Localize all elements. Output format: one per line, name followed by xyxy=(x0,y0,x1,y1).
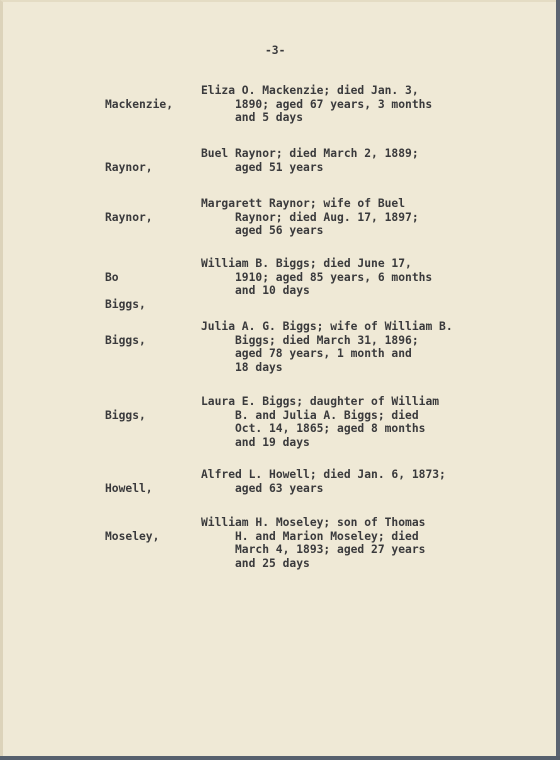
entry-description: William H. Moseley; son of Thomas H. and Marion Moseley; died March 4, 1893; aged 27 years and 25 days xyxy=(201,516,426,570)
entry-surname: Raynor, xyxy=(105,160,153,174)
scan-background-edge xyxy=(0,756,560,760)
entry-surname: Mackenzie, xyxy=(105,97,174,111)
page-number: -3- xyxy=(265,44,286,57)
entry-description: Julia A. G. Biggs; wife of William B. Biggs; died March 31, 1896; aged 78 years, 1 month and 18 days xyxy=(201,320,453,374)
entry-surname: Howell, xyxy=(105,481,153,495)
entry-description: Buel Raynor; died March 2, 1889; aged 51 years xyxy=(201,147,419,174)
entry-surname: Biggs, xyxy=(105,333,146,347)
entry-description: Alfred L. Howell; died Jan. 6, 1873; aged 63 years xyxy=(201,468,446,495)
entry-description: Margarett Raynor; wife of Buel Raynor; died Aug. 17, 1897; aged 56 years xyxy=(201,197,419,238)
entry-description: Eliza O. Mackenzie; died Jan. 3, 1890; aged 67 years, 3 months and 5 days xyxy=(201,84,433,125)
entry-description: Laura E. Biggs; daughter of William B. and Julia A. Biggs; died Oct. 14, 1865; aged 8 months and 19 days xyxy=(201,395,440,449)
scan-background-edge xyxy=(556,0,560,760)
entry-surname: Raynor, xyxy=(105,210,153,224)
entry-description: William B. Biggs; died June 17, 1910; aged 85 years, 6 months and 10 days xyxy=(201,257,433,298)
entry-surname: Bo Biggs, xyxy=(105,270,146,311)
entry-surname: Moseley, xyxy=(105,529,160,543)
entry-surname: Biggs, xyxy=(105,408,146,422)
